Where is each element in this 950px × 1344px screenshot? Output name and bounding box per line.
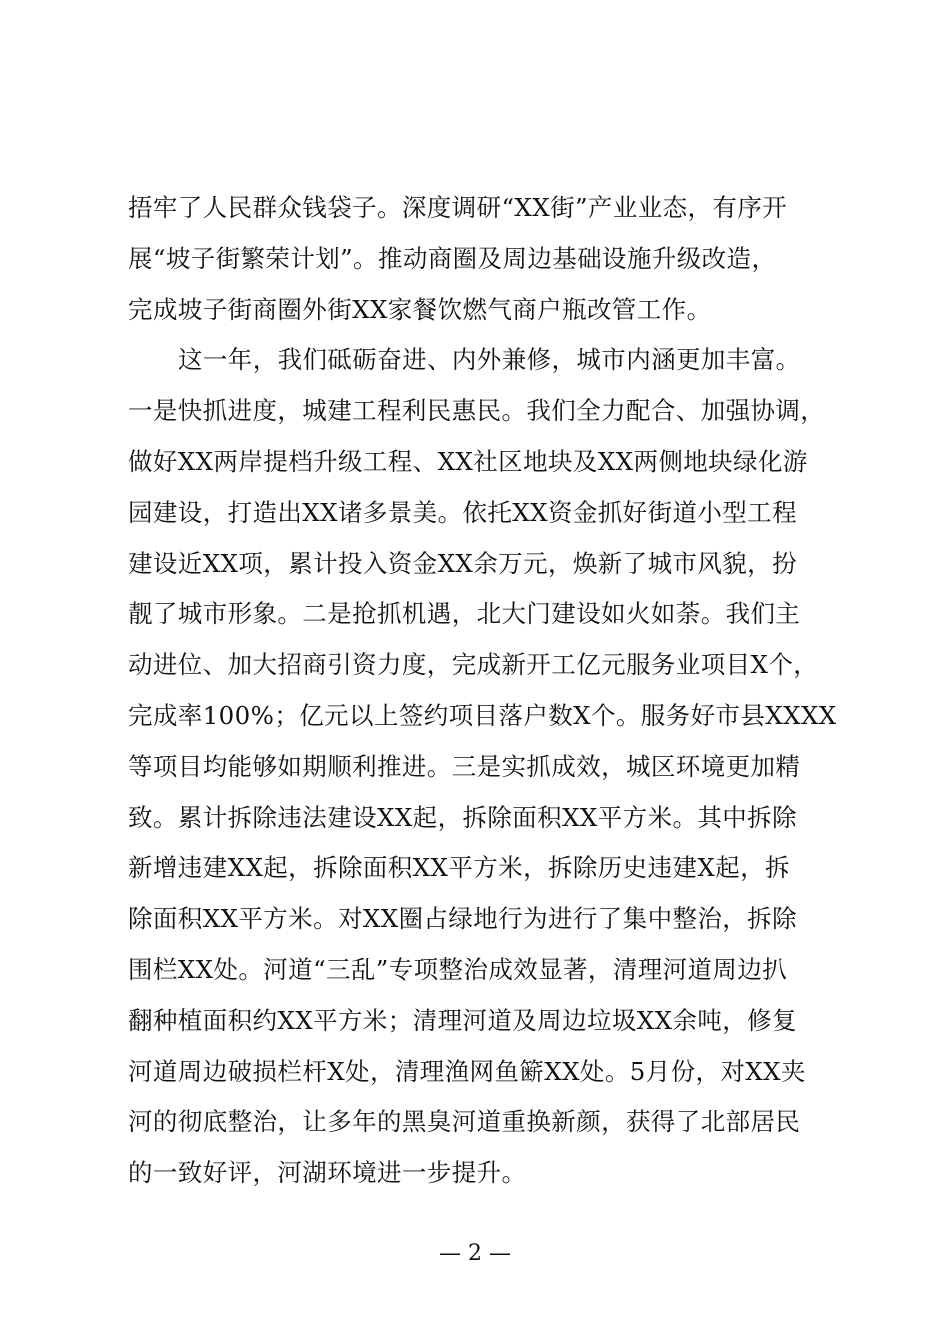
text-line: 致。累计拆除违法建设XX起，拆除面积XX平方米。其中拆除: [128, 802, 797, 832]
paragraph-first-line: 这一年，我们砥砺奋进、内外兼修，城市内涵更加丰富。: [178, 345, 801, 375]
text-line: 园建设，打造出XX诸多景美。依托XX资金抓好街道小型工程: [128, 497, 797, 527]
text-line: 捂牢了人民群众钱袋子。深度调研“XX街”产业业态，有序开: [128, 193, 788, 222]
text-line: 等项目均能够如期顺利推进。三是实抓成效，城区环境更加精: [128, 751, 801, 781]
text-line: 新增违建XX起，拆除面积XX平方米，拆除历史违建X起，拆: [128, 853, 790, 883]
text-line: 的一致好评，河湖环境进一步提升。: [128, 1158, 527, 1188]
text-line: 翻种植面积约XX平方米；清理河道及周边垃圾XX余吨，修复: [128, 1005, 797, 1035]
text-line: 靓了城市形象。二是抢抓机遇，北大门建设如火如荼。我们主: [128, 599, 801, 629]
page-number: — 2 —: [439, 1241, 511, 1266]
text-line: 河的彻底整治，让多年的黑臭河道重换新颜，获得了北部居民: [128, 1107, 801, 1137]
text-line: 做好XX两岸提档升级工程、XX社区地块及XX两侧地块绿化游: [128, 446, 808, 476]
text-line: 围栏XX处。河道“三乱”专项整治成效显著，清理河道周边扒: [128, 954, 788, 984]
body-text: [128, 183, 838, 1199]
text-line: 建设近XX项，累计投入资金XX余万元，焕新了城市风貌，扮: [128, 548, 797, 578]
text-line: 完成率100%；亿元以上签约项目落户数X个。服务好市县XXXX: [128, 700, 837, 730]
text-line: 一是快抓进度，城建工程利民惠民。我们全力配合、加强协调，: [128, 396, 826, 426]
text-line: 动进位、加大招商引资力度，完成新开工亿元服务业项目X个，: [128, 650, 819, 680]
text-line: 河道周边破损栏杆X处，清理渔网鱼簖XX处。5月份，对XX夹: [128, 1056, 806, 1086]
text-line: 展“坡子街繁荣计划”。推动商圈及周边基础设施升级改造，: [128, 243, 777, 273]
text-line: 完成坡子街商圈外街XX家餐饮燃气商户瓶改管工作。: [128, 294, 712, 324]
text-line: 除面积XX平方米。对XX圈占绿地行为进行了集中整治，拆除: [128, 904, 797, 934]
